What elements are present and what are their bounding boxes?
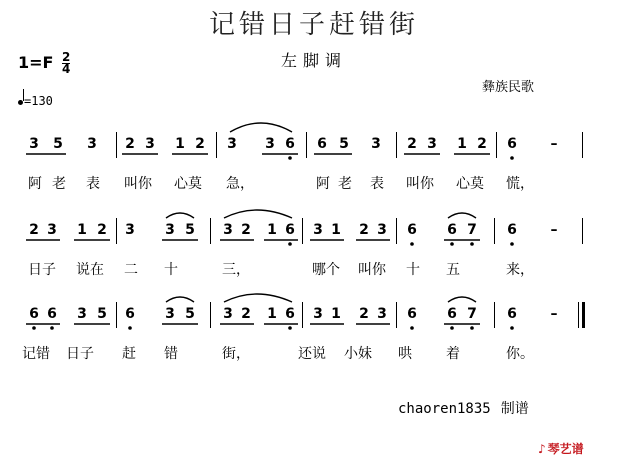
slur (166, 213, 194, 218)
octave-dot (128, 326, 132, 330)
note: 5 (185, 306, 195, 322)
dash: – (550, 306, 558, 322)
lyric: 街， (222, 346, 250, 362)
barline (116, 132, 117, 158)
octave-dot (470, 326, 474, 330)
note: 6 (407, 306, 417, 322)
note: 6 (125, 306, 135, 322)
key-label: 1=F (18, 53, 54, 72)
lyric: 二 (124, 262, 138, 278)
note: 6 (447, 222, 457, 238)
barline (494, 218, 495, 244)
song-source: 彝族民歌 (482, 80, 535, 95)
lyric: 日子 (28, 262, 56, 278)
lyric: 心莫 (174, 176, 202, 192)
slur (230, 123, 292, 132)
note: 1 (457, 136, 467, 152)
note: 3 (377, 222, 387, 238)
transcriber-label: 制谱 (500, 401, 529, 417)
octave-dot (450, 326, 454, 330)
barline (306, 132, 307, 158)
lyric: 表 (86, 176, 100, 192)
lyric: 叫你 (124, 176, 152, 192)
note: 3 (77, 306, 87, 322)
note: 2 (241, 306, 251, 322)
note: 3 (227, 136, 237, 152)
octave-dot (288, 242, 292, 246)
note: 6 (507, 306, 517, 322)
note: 3 (265, 136, 275, 152)
octave-dot (288, 326, 292, 330)
barline (210, 302, 211, 328)
lyric: 阿 (316, 176, 330, 192)
note: 3 (87, 136, 97, 152)
octave-dot (410, 326, 414, 330)
note: 2 (125, 136, 135, 152)
octave-dot (450, 242, 454, 246)
barline (494, 302, 495, 328)
note: 2 (29, 222, 39, 238)
key-signature (18, 52, 70, 75)
time-signature (62, 52, 70, 75)
lyric: 十 (406, 262, 420, 278)
music-note-icon: ♪ (538, 442, 546, 456)
note: 3 (165, 306, 175, 322)
barline (302, 218, 303, 244)
barline (396, 218, 397, 244)
note: 3 (29, 136, 39, 152)
lyric: 哄 (398, 346, 412, 362)
lyric: 赶 (122, 346, 136, 362)
lyric: 说在 (76, 262, 104, 278)
lyric: 五 (446, 262, 460, 278)
slur (166, 297, 194, 302)
note: 6 (317, 136, 327, 152)
note: 1 (331, 222, 341, 238)
octave-dot (510, 326, 514, 330)
quarter-note-icon (18, 100, 23, 105)
tempo-value: =130 (24, 94, 53, 108)
note: 3 (125, 222, 135, 238)
tempo-marking (18, 94, 53, 108)
lyric: 叫你 (406, 176, 434, 192)
note: 2 (359, 222, 369, 238)
lyric: 记错 (22, 346, 50, 362)
note: 3 (165, 222, 175, 238)
note: 3 (313, 222, 323, 238)
site-logo-text: 琴艺谱 (547, 442, 584, 456)
transcriber-name: chaoren1835 (398, 401, 491, 417)
tune-subtitle: 左脚调 (280, 51, 347, 70)
time-denominator: 4 (62, 62, 71, 76)
site-logo (538, 440, 584, 457)
note: 3 (47, 222, 57, 238)
lyric: 日子 (66, 346, 94, 362)
lyric: 老 (338, 176, 352, 192)
lyric: 急， (226, 176, 254, 192)
note: 1 (331, 306, 341, 322)
time-numerator: 2 (62, 50, 71, 64)
note: 5 (185, 222, 195, 238)
note: 6 (29, 306, 39, 322)
barline (216, 132, 217, 158)
slur (224, 210, 292, 218)
barline (210, 218, 211, 244)
note: 3 (313, 306, 323, 322)
note: 6 (447, 306, 457, 322)
note: 6 (407, 222, 417, 238)
octave-dot (288, 156, 292, 160)
note: 2 (477, 136, 487, 152)
lyric: 叫你 (358, 262, 386, 278)
barline (396, 132, 397, 158)
note: 6 (47, 306, 57, 322)
note: 5 (97, 306, 107, 322)
lyric: 你。 (506, 346, 534, 362)
lyric: 着 (446, 346, 460, 362)
note: 5 (339, 136, 349, 152)
octave-dot (470, 242, 474, 246)
note: 2 (97, 222, 107, 238)
note: 3 (377, 306, 387, 322)
note: 2 (407, 136, 417, 152)
lyric: 表 (370, 176, 384, 192)
note: 2 (241, 222, 251, 238)
lyric: 十 (164, 262, 178, 278)
note: 6 (507, 222, 517, 238)
lyric: 错 (164, 346, 178, 362)
barline (496, 132, 497, 158)
octave-dot (510, 156, 514, 160)
barline (582, 218, 583, 244)
lyric: 慌， (506, 176, 534, 192)
note: 6 (507, 136, 517, 152)
octave-dot (32, 326, 36, 330)
note: 1 (77, 222, 87, 238)
note: 2 (195, 136, 205, 152)
barline (116, 302, 117, 328)
octave-dot (510, 242, 514, 246)
transcriber-credit (398, 398, 539, 418)
lyric: 小妹 (344, 346, 372, 362)
octave-dot (410, 242, 414, 246)
lyric: 还说 (298, 346, 326, 362)
song-title: 记错日子赶错街 (208, 10, 419, 40)
slur (448, 297, 476, 302)
note: 5 (53, 136, 63, 152)
barline (582, 132, 583, 158)
lyric: 阿 (28, 176, 42, 192)
lyric: 心莫 (456, 176, 484, 192)
lyric: 哪个 (312, 262, 340, 278)
note: 1 (175, 136, 185, 152)
note: 1 (267, 306, 277, 322)
note: 1 (267, 222, 277, 238)
note: 3 (371, 136, 381, 152)
note: 3 (223, 306, 233, 322)
lyric: 三， (222, 262, 250, 278)
note: 7 (467, 222, 477, 238)
barline (116, 218, 117, 244)
dash: – (550, 136, 558, 152)
note: 6 (285, 222, 295, 238)
note: 6 (285, 306, 295, 322)
lyric: 老 (52, 176, 66, 192)
slur (224, 294, 292, 302)
note: 2 (359, 306, 369, 322)
note: 3 (145, 136, 155, 152)
note: 3 (427, 136, 437, 152)
barline (396, 302, 397, 328)
note: 3 (223, 222, 233, 238)
note: 7 (467, 306, 477, 322)
dash: – (550, 222, 558, 238)
barline (302, 302, 303, 328)
slur (448, 213, 476, 218)
lyric: 来， (506, 262, 534, 278)
octave-dot (50, 326, 54, 330)
note: 6 (285, 136, 295, 152)
